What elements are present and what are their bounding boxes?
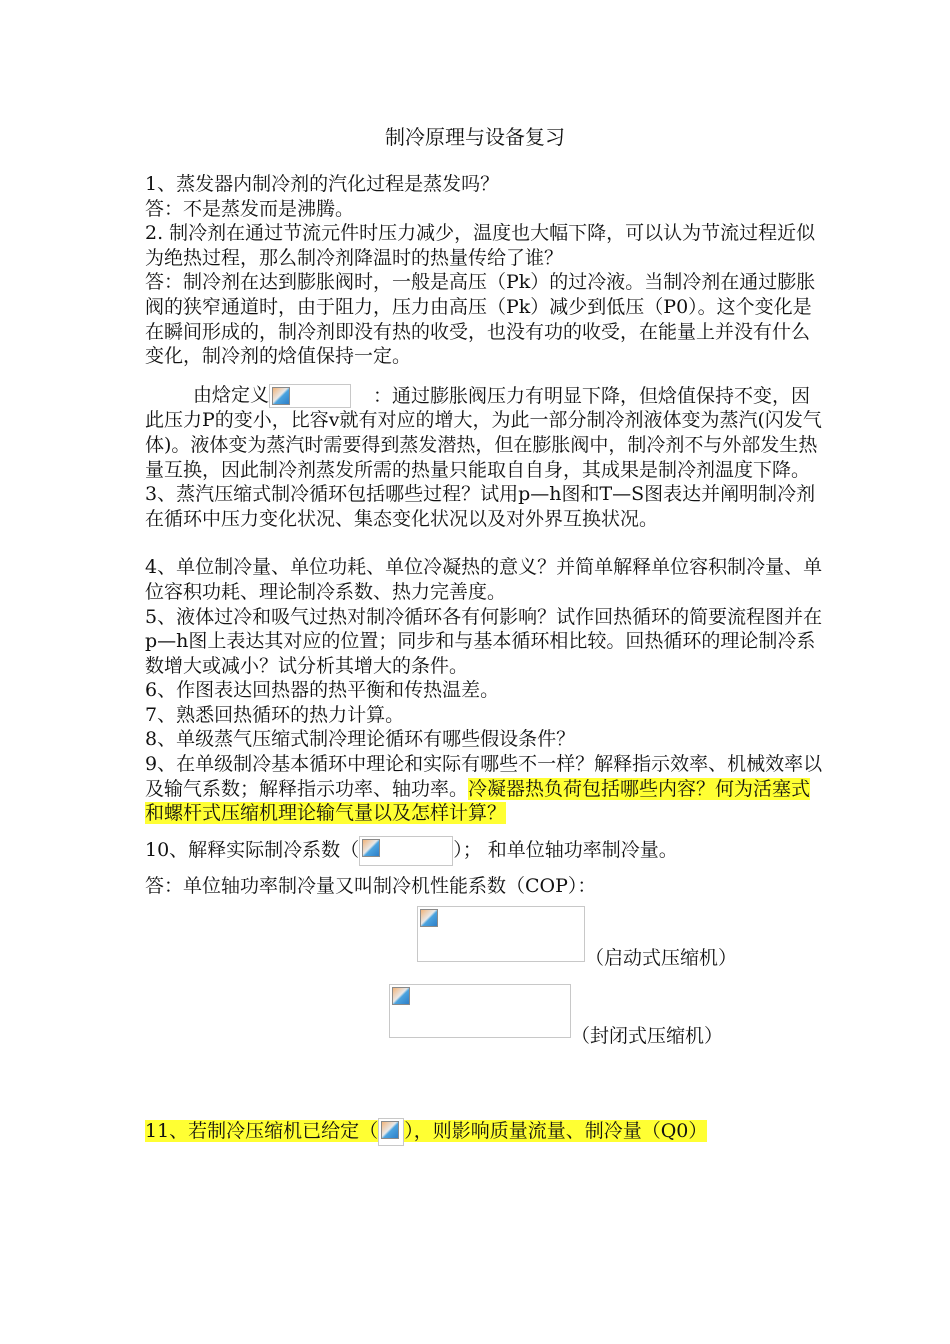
answer-2: 答：制冷剂在达到膨胀阀时，一般是高压（Pk）的过冷液。当制冷剂在通过膨胀阀的狭窄通道时，由于阻力，压力由高压（Pk）减少到低压（P0）。这个变化是在瞬间形成的，制冷剂即没有热的收受，也没有功的收受，在能量上并没有什么变化，制冷剂的焓值保持一定。	[145, 271, 816, 368]
answer-1: 答：不是蒸发而是沸腾。	[145, 197, 355, 220]
question-6: 6、作图表达回热器的热平衡和传热温差。	[145, 679, 500, 702]
open-compressor-formula-image	[417, 906, 585, 962]
closed-compressor-label: （封闭式压缩机）	[571, 1025, 724, 1048]
question-5: 5、液体过冷和吸气过热对制冷循环各有何影响？试作回热循环的简要流程图并在p—h图上表达其对应的位置；同步和与基本循环相比较。回热循环的理论制冷系数增大或减小？试分析其增大的条件。	[145, 605, 823, 677]
enthalpy-prefix: 由焓定义	[193, 383, 270, 406]
question-1: 1、蒸发器内制冷剂的汽化过程是蒸发吗？	[145, 173, 500, 195]
enthalpy-formula-image	[269, 384, 351, 408]
cop-formula-image	[359, 836, 453, 866]
open-compressor-label: （启动式压缩机）	[585, 947, 738, 970]
question-4: 4、单位制冷量、单位功耗、单位冷凝热的意义？并简单解释单位容积制冷量、单位容积功耗、理论制冷系数、热力完善度。	[145, 556, 823, 603]
image-placeholder-icon	[362, 839, 380, 857]
image-placeholder-icon	[272, 387, 290, 405]
closed-compressor-formula-image	[389, 984, 571, 1038]
answer-10: 答：单位轴功率制冷量又叫制冷机性能系数（COP）：	[145, 874, 597, 897]
question-7: 7、熟悉回热循环的热力计算。	[145, 703, 405, 726]
highlighted-text: 冷凝器热负荷包括哪些内容？何为活塞式和螺杆式压缩机理论输气量以及怎样计算？	[145, 777, 811, 825]
answer-2-rest: ：通过膨胀阀压力有明显下降，但焓值保持不变，因此压力P的变小，比容v就有对应的增大，为此一部分制冷剂液体变为蒸汽(闪发气体)。液体变为蒸汽时需要得到蒸发潜热，但在膨胀阀中，制冷剂不与外部发生热量互换，因此制冷剂蒸发所需的热量只能取自自身，其成果是制冷剂温度下降。	[145, 384, 822, 481]
compressor-given-image	[378, 1118, 404, 1146]
document-body	[145, 172, 825, 1146]
image-placeholder-icon	[392, 987, 410, 1005]
page-title: 制冷原理与设备复习	[385, 125, 565, 149]
closed-compressor-row	[145, 984, 825, 1056]
question-8: 8、单级蒸气压缩式制冷理论循环有哪些假设条件？	[145, 728, 576, 751]
question-10: 10、解释实际制冷系数（ ）； 和单位轴功率制冷量。	[145, 836, 825, 866]
question-2: 2. 制冷剂在通过节流元件时压力减少，温度也大幅下降，可以认为节流过程近似为绝热过程，那么制冷剂降温时的热量传给了谁？	[145, 222, 816, 269]
image-placeholder-icon	[420, 909, 438, 927]
image-placeholder-icon	[381, 1121, 399, 1139]
question-11: 11、若制冷压缩机已给定（ ），则影响质量流量、制冷量（Q0）	[145, 1118, 825, 1146]
question-3: 3、蒸汽压缩式制冷循环包括哪些过程？试用p—h图和T—S图表达并阐明制冷剂在循环中压力变化状况、集态变化状况以及对外界互换状况。	[145, 483, 816, 530]
question-9: 9、在单级制冷基本循环中理论和实际有哪些不一样？解释指示效率、机械效率以及输气系数；解释指示功率、轴功率。冷凝器热负荷包括哪些内容？何为活塞式和螺杆式压缩机理论输气量以及怎样计算？	[145, 753, 823, 825]
open-compressor-row	[145, 906, 825, 978]
